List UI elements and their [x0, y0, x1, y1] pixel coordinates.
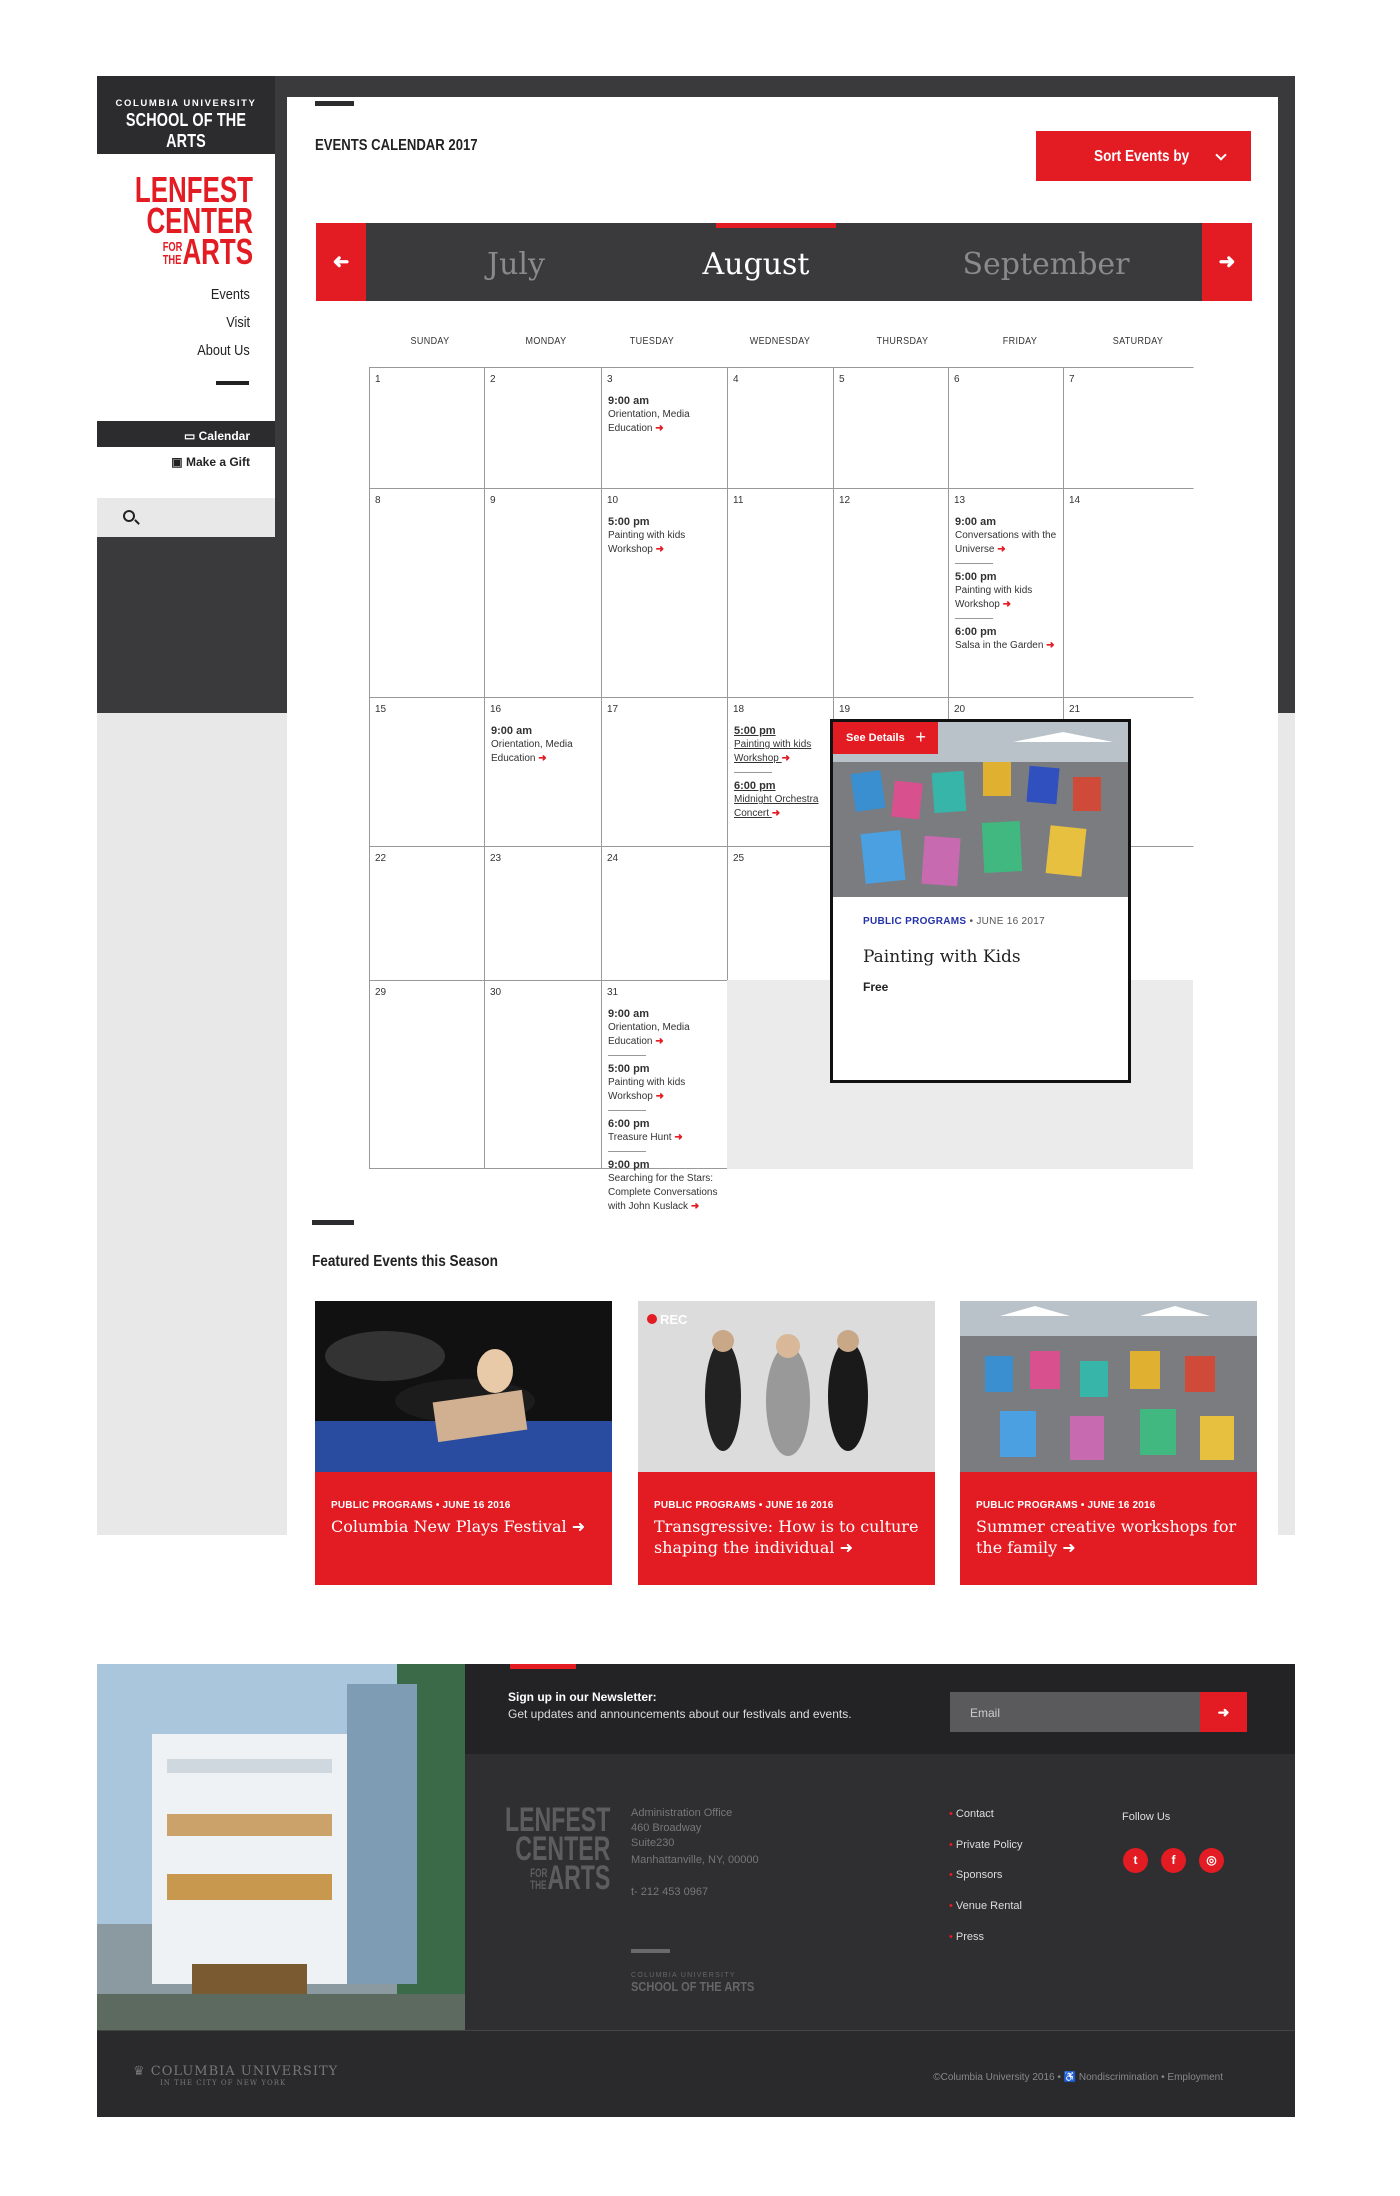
- day-events: [955, 515, 1060, 653]
- calendar-event-link[interactable]: [955, 515, 1060, 557]
- calendar-day-cell[interactable]: [369, 697, 484, 846]
- event-time: 6:00 pm: [734, 780, 776, 792]
- event-meta: [863, 916, 1045, 927]
- event-title: Orientation, Media Education: [608, 1022, 690, 1047]
- chevron-down-icon: [1215, 149, 1226, 160]
- cu-city: IN THE CITY OF NEW YORK: [160, 2079, 287, 2087]
- event-title: Orientation, Media Education: [608, 409, 690, 434]
- dow-monday: MONDAY: [525, 336, 567, 347]
- featured-card[interactable]: [315, 1301, 612, 1585]
- card-meta: PUBLIC PROGRAMS • JUNE 16 2016: [976, 1500, 1156, 1511]
- calendar-day-cell[interactable]: [369, 980, 484, 1169]
- day-number: 12: [839, 495, 851, 506]
- calendar-event-link[interactable]: [955, 618, 1060, 653]
- event-price: Free: [863, 980, 889, 994]
- newsletter-submit-button[interactable]: ➜: [1200, 1692, 1247, 1732]
- calendar-day-cell[interactable]: [601, 488, 727, 697]
- logo-line-3: ARTS: [547, 1859, 611, 1897]
- calendar-day-cell[interactable]: [1063, 367, 1194, 488]
- day-number: 4: [733, 374, 739, 385]
- calendar-link[interactable]: [97, 421, 275, 447]
- day-number: 21: [1069, 704, 1081, 715]
- day-number: 6: [954, 374, 960, 385]
- event-separator: [608, 1151, 646, 1152]
- day-number: 24: [607, 853, 619, 864]
- day-events: [608, 1007, 724, 1214]
- day-number: 8: [375, 495, 381, 506]
- calendar-day-cell[interactable]: [369, 846, 484, 980]
- school-logo[interactable]: [97, 76, 275, 154]
- footer-link-privacy[interactable]: • Private Policy: [949, 1839, 1023, 1851]
- facebook-icon[interactable]: f: [1161, 1848, 1186, 1873]
- calendar-day-cell[interactable]: [601, 846, 727, 980]
- arrow-right-icon: ➜: [1062, 1538, 1076, 1557]
- event-separator: [608, 1055, 646, 1056]
- event-title: Conversations with the Universe: [955, 530, 1057, 555]
- day-number: 19: [839, 704, 851, 715]
- newsletter-bar: [465, 1664, 1295, 1754]
- day-number: 18: [733, 704, 745, 715]
- day-events: [608, 394, 724, 436]
- footer-link-venue-rental[interactable]: • Venue Rental: [949, 1900, 1022, 1912]
- calendar-day-cell[interactable]: [601, 697, 727, 846]
- card-image: [638, 1301, 935, 1472]
- day-number: 7: [1069, 374, 1075, 385]
- calendar-label: Calendar: [198, 429, 250, 443]
- calendar-day-cell[interactable]: [484, 980, 601, 1169]
- event-date: • JUNE 16 2017: [966, 916, 1046, 927]
- calendar-event-link[interactable]: [608, 1055, 724, 1104]
- arrow-right-icon: ➜: [771, 808, 781, 819]
- logo-line-2: CENTER: [146, 200, 253, 241]
- day-number: 17: [607, 704, 619, 715]
- dow-tuesday: TUESDAY: [629, 336, 675, 347]
- calendar-day-cell[interactable]: [484, 846, 601, 980]
- footer-lenfest-logo[interactable]: [505, 1801, 611, 1897]
- card-meta: PUBLIC PROGRAMS • JUNE 16 2016: [654, 1500, 834, 1511]
- prev-month-button[interactable]: ➜: [316, 223, 366, 301]
- calendar-day-cell[interactable]: [601, 980, 727, 1212]
- event-time: 9:00 pm: [608, 1159, 650, 1171]
- search-icon: [123, 510, 135, 522]
- event-time: 5:00 pm: [608, 516, 650, 528]
- calendar-day-cell[interactable]: [484, 488, 601, 697]
- nav-visit[interactable]: Visit: [226, 314, 250, 331]
- university-name: COLUMBIA UNIVERSITY: [115, 98, 257, 109]
- month-switcher: [316, 223, 1252, 301]
- calendar-event-link[interactable]: [491, 724, 598, 766]
- footer-link-sponsors[interactable]: • Sponsors: [949, 1869, 1002, 1881]
- calendar-icon: ▭: [183, 429, 199, 443]
- card-meta: PUBLIC PROGRAMS • JUNE 16 2016: [331, 1500, 511, 1511]
- email-field[interactable]: Email: [950, 1692, 1202, 1732]
- nav-divider: [216, 381, 249, 385]
- address-line: Suite230: [631, 1837, 675, 1849]
- nav-about-us[interactable]: About Us: [197, 342, 250, 359]
- event-title: Midnight Orchestra Concert: [734, 794, 819, 819]
- calendar-event-link[interactable]: [608, 394, 724, 436]
- arrow-right-icon: ➜: [655, 544, 665, 555]
- search-button[interactable]: [97, 498, 275, 537]
- phone[interactable]: t- 212 453 0967: [631, 1886, 709, 1898]
- day-number: 9: [490, 495, 496, 506]
- month-prev[interactable]: July: [487, 247, 545, 282]
- event-title: Painting with kids Workshop: [955, 585, 1033, 610]
- arrow-right-icon: ➜: [538, 753, 547, 764]
- card-title[interactable]: Transgressive: How is to culture shaping the individual ➜: [654, 1517, 919, 1557]
- day-number: 23: [490, 853, 502, 864]
- current-month-indicator: [716, 223, 836, 228]
- arrow-right-icon: ➜: [674, 1132, 683, 1143]
- day-number: 31: [607, 987, 619, 998]
- event-title[interactable]: Painting with Kids: [863, 947, 1021, 967]
- sort-label: Sort Events by: [1094, 148, 1190, 165]
- event-title: Painting with kids Workshop: [734, 739, 812, 764]
- address-line: Manhattanville, NY, 00000: [631, 1854, 759, 1866]
- calendar-event-link[interactable]: [608, 1110, 724, 1145]
- card-title[interactable]: Columbia New Plays Festival ➜: [331, 1517, 586, 1536]
- logo-line-1: LENFEST: [134, 169, 253, 210]
- event-title: Painting with kids Workshop: [608, 530, 686, 555]
- instagram-icon[interactable]: ◎: [1199, 1848, 1224, 1873]
- day-number: 30: [490, 987, 502, 998]
- event-title: Searching for the Stars: Complete Conversations with John Kuslack: [608, 1173, 718, 1212]
- section-marker: [315, 101, 354, 106]
- soa-university: COLUMBIA UNIVERSITY: [631, 1972, 736, 1979]
- day-events: [491, 724, 598, 766]
- soa-school: SCHOOL OF THE ARTS: [631, 1979, 755, 1994]
- arrow-right-icon: ➜: [997, 544, 1006, 555]
- nav-events[interactable]: Events: [211, 286, 250, 303]
- follow-us-label: Follow Us: [1122, 1811, 1171, 1823]
- calendar-day-cell[interactable]: [484, 367, 601, 488]
- logo-for-the: FOR THE: [162, 239, 183, 267]
- card-title[interactable]: Summer creative workshops for the family ➜: [976, 1517, 1237, 1557]
- month-next[interactable]: September: [962, 247, 1130, 282]
- calendar-event-link[interactable]: [608, 515, 724, 557]
- columbia-university-logo[interactable]: [133, 2064, 338, 2087]
- sort-events-dropdown[interactable]: [1036, 131, 1251, 181]
- calendar-day-cell[interactable]: [833, 488, 948, 697]
- event-time: 9:00 am: [491, 725, 532, 737]
- event-time: 6:00 pm: [608, 1118, 650, 1130]
- newsletter-marker: [510, 1664, 576, 1669]
- day-number: 29: [375, 987, 387, 998]
- featured-heading: Featured Events this Season: [312, 1253, 498, 1270]
- footer-divider: [631, 1949, 670, 1953]
- day-number: 5: [839, 374, 845, 385]
- cu-name: COLUMBIA UNIVERSITY: [150, 2064, 339, 2079]
- event-popup[interactable]: [830, 719, 1131, 1083]
- day-number: 14: [1069, 495, 1081, 506]
- dow-wednesday: WEDNESDAY: [749, 336, 811, 347]
- dow-sunday: SUNDAY: [410, 336, 450, 347]
- footer-link-contact[interactable]: • Contact: [949, 1808, 994, 1820]
- make-a-gift-link[interactable]: [97, 451, 275, 473]
- next-month-button[interactable]: ➜: [1202, 223, 1252, 301]
- event-separator: [608, 1110, 646, 1111]
- footer-soa-logo[interactable]: [631, 1972, 776, 1994]
- event-time: 6:00 pm: [955, 626, 997, 638]
- newsletter-text: Get updates and announcements about our festivals and events.: [508, 1707, 852, 1721]
- calendar-day-cell[interactable]: [727, 488, 833, 697]
- calendar-day-cell[interactable]: [833, 367, 948, 488]
- rec-label: REC: [660, 1312, 688, 1327]
- day-number: 25: [733, 853, 745, 864]
- logo-line-1: LENFEST: [505, 1801, 611, 1839]
- event-time: 5:00 pm: [734, 725, 776, 737]
- event-separator: [734, 772, 772, 773]
- calendar-day-cell: [727, 980, 833, 1169]
- event-time: 9:00 am: [608, 395, 649, 407]
- gift-icon: ▣: [171, 455, 186, 469]
- event-title: Treasure Hunt: [608, 1132, 675, 1143]
- event-time: 5:00 pm: [608, 1063, 650, 1075]
- school-name: SCHOOL OF THE ARTS: [125, 110, 247, 151]
- address-line: Administration Office: [631, 1807, 733, 1819]
- dow-friday: FRIDAY: [1002, 336, 1038, 347]
- calendar-day-cell[interactable]: [727, 367, 833, 488]
- arrow-right-icon: ➜: [1046, 640, 1055, 651]
- arrow-right-icon: ➜: [571, 1517, 586, 1536]
- logo-for-the: FOR THE: [530, 1866, 548, 1892]
- logo-line-2: CENTER: [515, 1830, 611, 1868]
- footer: [97, 1664, 1295, 2117]
- event-title: Painting with kids Workshop: [608, 1077, 686, 1102]
- address-line: 460 Broadway: [631, 1822, 702, 1834]
- arrow-right-icon: ➜: [655, 1036, 664, 1047]
- day-number: 22: [375, 853, 387, 864]
- building-image: [97, 1664, 465, 2030]
- arrow-right-icon: ➜: [1002, 599, 1012, 610]
- day-number: 15: [375, 704, 387, 715]
- calendar-day-cell[interactable]: [484, 697, 601, 846]
- newsletter-heading: Sign up in our Newsletter:: [508, 1690, 657, 1704]
- arrow-right-icon: ➜: [655, 423, 664, 434]
- dow-thursday: THURSDAY: [876, 336, 929, 347]
- calendar-day-cell[interactable]: [369, 367, 484, 488]
- crown-icon: ♛: [133, 2064, 151, 2079]
- logo-line-3: ARTS: [182, 231, 253, 272]
- calendar-event-link[interactable]: [608, 1007, 724, 1049]
- sidebar: [97, 76, 275, 537]
- copyright[interactable]: ©Columbia University 2016 • ♿ Nondiscrimination • Employment: [933, 2072, 1223, 2083]
- event-time: 5:00 pm: [955, 571, 997, 583]
- day-number: 1: [375, 374, 381, 385]
- lenfest-logo[interactable]: [134, 169, 253, 272]
- see-details-button[interactable]: [833, 722, 938, 754]
- card-image: [960, 1301, 1257, 1472]
- plus-icon: +: [915, 727, 926, 747]
- dow-saturday: SATURDAY: [1112, 336, 1164, 347]
- calendar-day-cell[interactable]: [601, 367, 727, 488]
- gift-label: Make a Gift: [185, 455, 250, 469]
- day-number: 20: [954, 704, 966, 715]
- day-number: 2: [490, 374, 496, 385]
- calendar-event-link[interactable]: [955, 563, 1060, 612]
- day-number: 11: [733, 495, 744, 506]
- day-number: 16: [490, 704, 502, 715]
- calendar-day-cell[interactable]: [948, 367, 1063, 488]
- calendar-day-cell[interactable]: [1063, 488, 1194, 697]
- day-number: 10: [607, 495, 619, 506]
- calendar-day-cell[interactable]: [727, 846, 833, 980]
- event-separator: [955, 618, 993, 619]
- footer-link-press[interactable]: • Press: [949, 1931, 984, 1943]
- day-events: [734, 724, 830, 821]
- arrow-right-icon: ➜: [655, 1091, 665, 1102]
- see-details-label: See Details: [846, 732, 905, 744]
- featured-card[interactable]: [960, 1301, 1257, 1585]
- twitter-icon[interactable]: t: [1123, 1848, 1148, 1873]
- calendar-day-cell[interactable]: [948, 488, 1063, 697]
- calendar-event-link[interactable]: [608, 1151, 724, 1214]
- day-events: [608, 515, 724, 557]
- event-title: Salsa in the Garden: [955, 640, 1047, 651]
- arrow-right-icon: ➜: [690, 1201, 700, 1212]
- calendar-title: EVENTS CALENDAR 2017: [315, 137, 478, 154]
- card-image: [315, 1301, 612, 1472]
- event-title: Orientation, Media Education: [491, 739, 573, 764]
- event-time: 9:00 am: [608, 1008, 649, 1020]
- footer-bottom-bar: [97, 2030, 1295, 2117]
- calendar-day-cell[interactable]: [727, 697, 833, 846]
- section-marker: [312, 1220, 354, 1225]
- month-current: August: [702, 247, 810, 282]
- event-time: 9:00 am: [955, 516, 996, 528]
- day-number: 3: [607, 374, 613, 385]
- calendar-event-link[interactable]: [734, 772, 830, 821]
- arrow-right-icon: ➜: [839, 1538, 853, 1557]
- arrow-right-icon: ➜: [781, 753, 791, 764]
- day-number: 13: [954, 495, 966, 506]
- event-separator: [955, 563, 993, 564]
- event-category[interactable]: PUBLIC PROGRAMS: [863, 916, 967, 927]
- calendar-day-cell[interactable]: [369, 488, 484, 697]
- calendar-event-link[interactable]: [734, 724, 830, 766]
- featured-card[interactable]: [638, 1301, 935, 1585]
